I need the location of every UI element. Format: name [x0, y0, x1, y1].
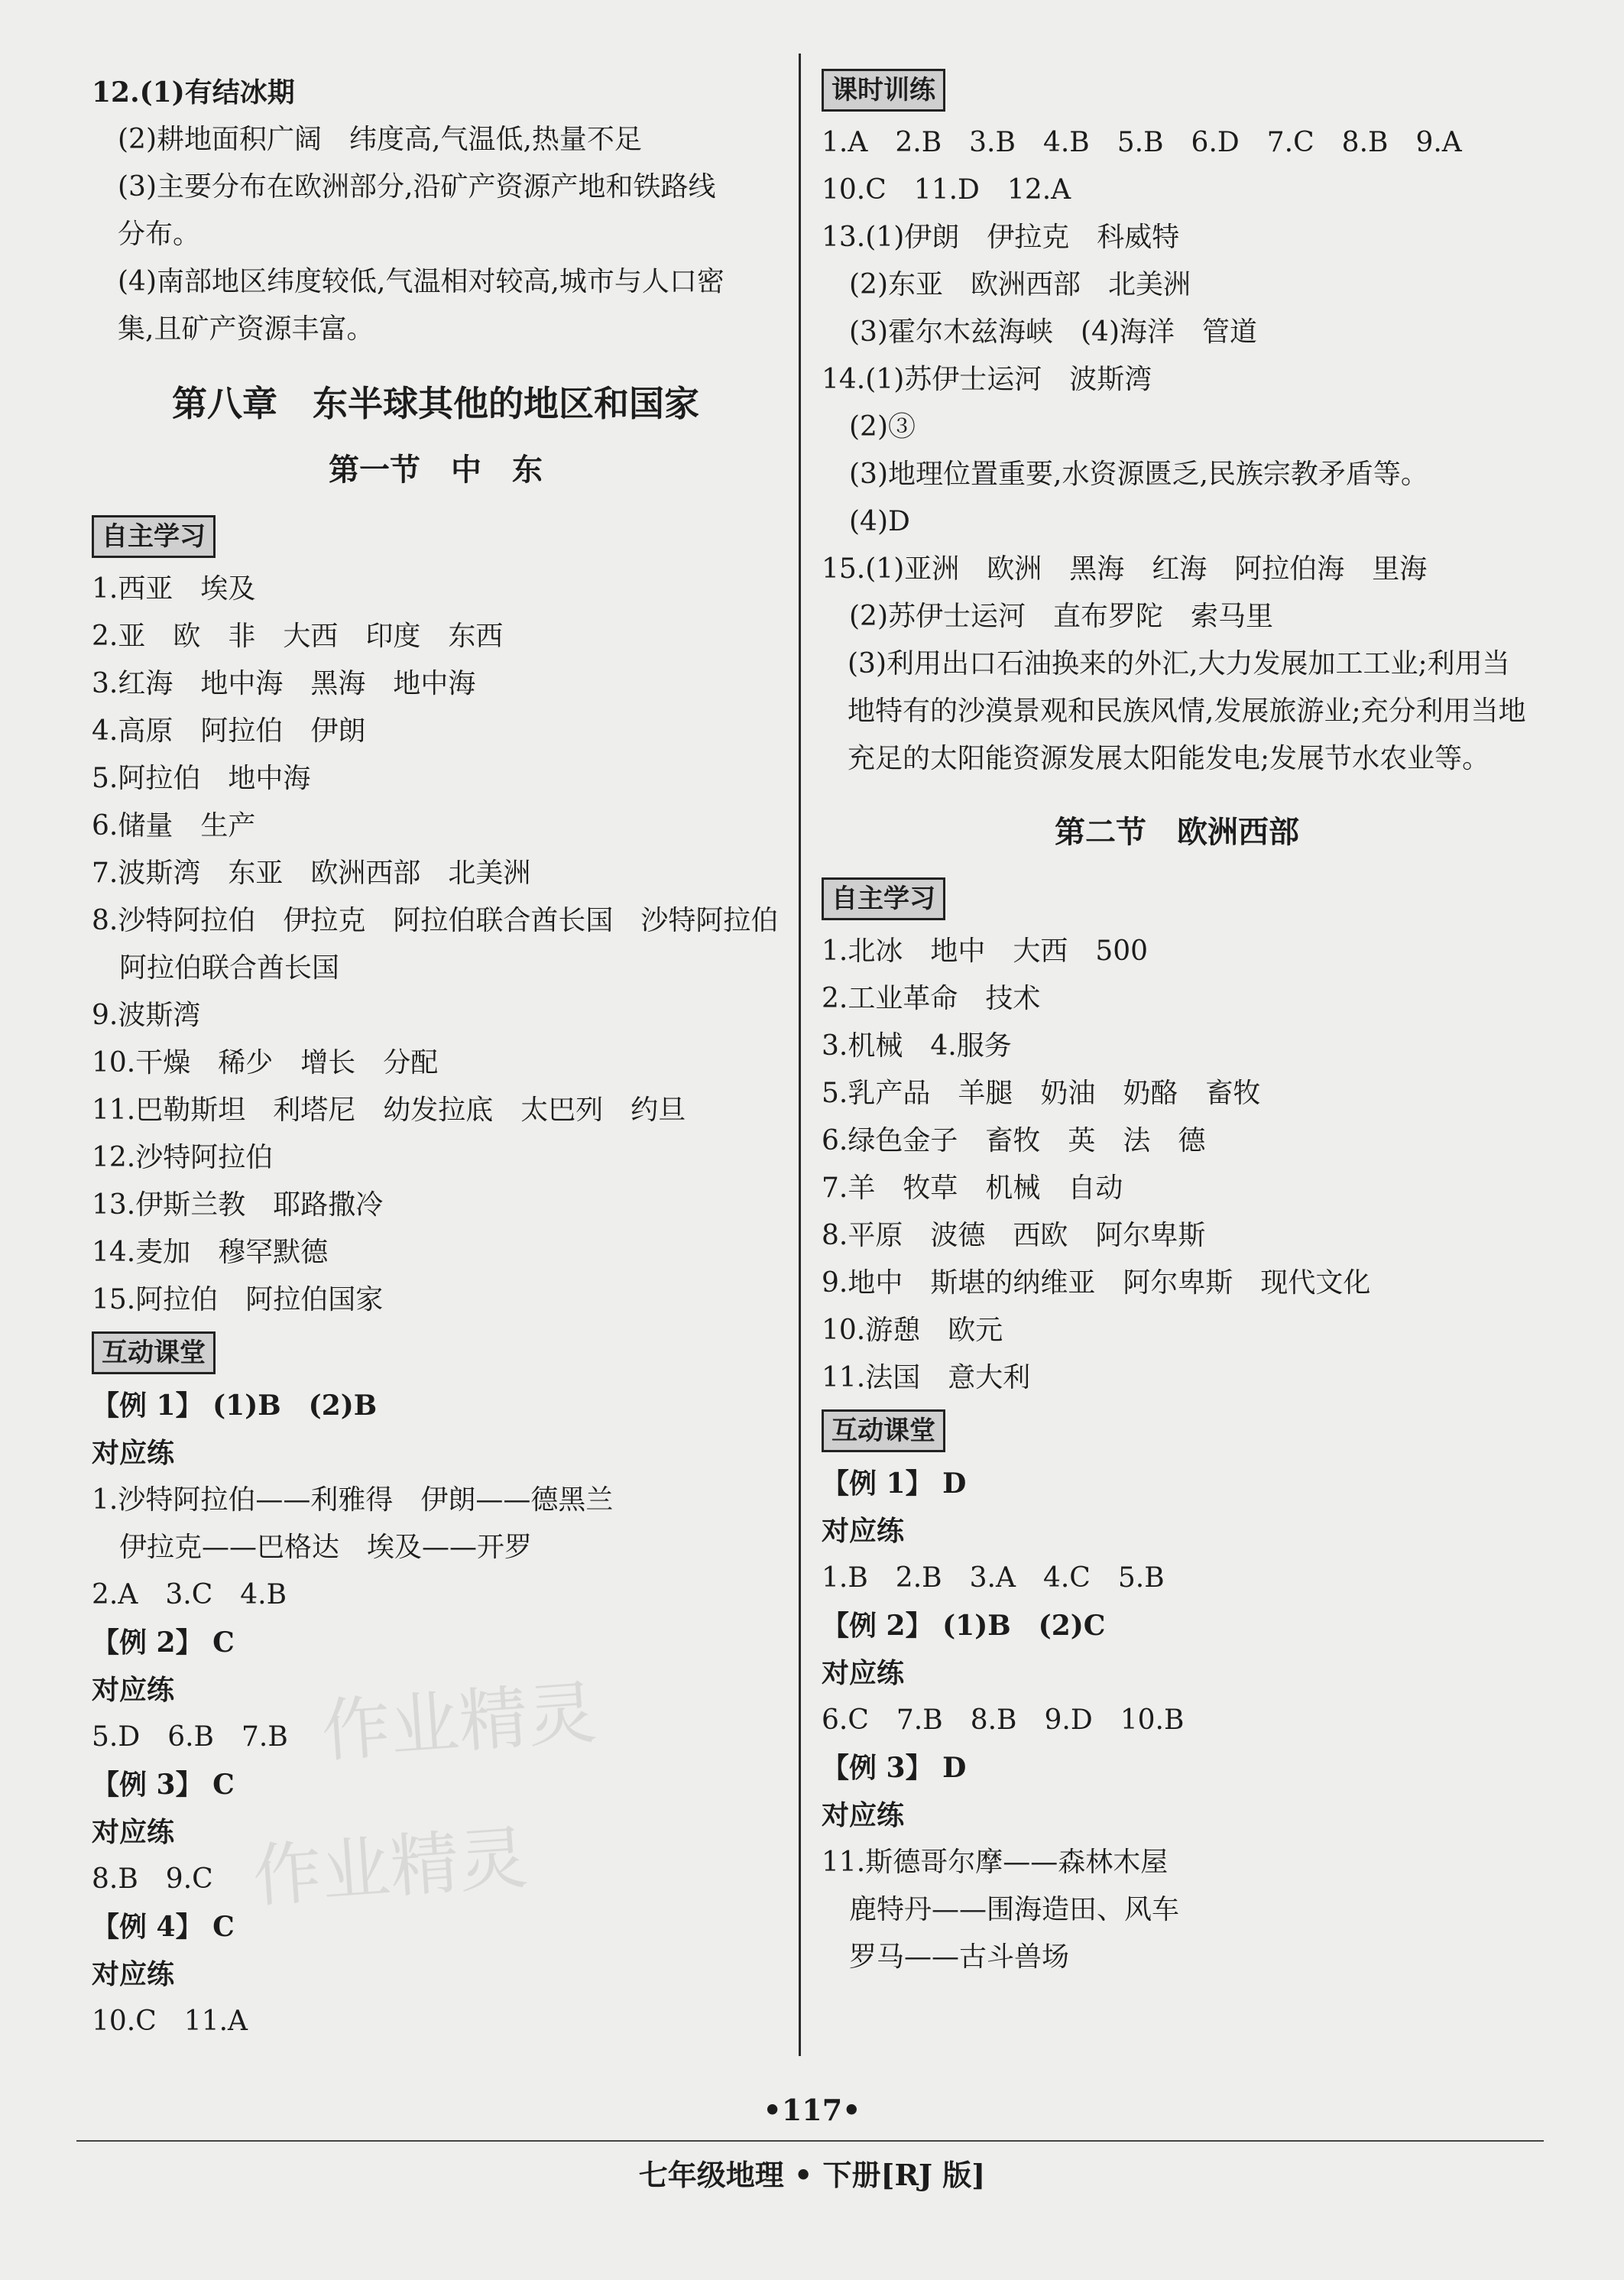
list-item: 15.阿拉伯 阿拉伯国家 [92, 1284, 384, 1315]
q15-part3-text: (3)利用出口石油换来的外汇,大力发展加工工业;利用当地特有的沙漠景观和民族风情,发展旅游业;充分利用当地充足的太阳能资源发展太阳能发电;发展节水农业等。 [848, 648, 1526, 774]
lesson-training-tag: 课时训练 [822, 69, 945, 112]
list-item: 对应练 [822, 1657, 905, 1689]
list-item: 对应练 [92, 1437, 175, 1469]
page-number: •117• [763, 2093, 861, 2127]
list-item: 12.沙特阿拉伯 [92, 1142, 274, 1173]
list-item: 13.(1)伊朗 伊拉克 科威特 [822, 222, 1180, 253]
list-item: 对应练 [822, 1799, 905, 1831]
list-item: 【例 1】 (1)B (2)B [92, 1390, 378, 1422]
list-item: 3.红海 地中海 黑海 地中海 [92, 668, 476, 699]
list-item: 10.干燥 稀少 增长 分配 [92, 1047, 439, 1078]
section-1-title: 第一节 中 东 [329, 452, 543, 488]
right-column [822, 69, 1532, 1981]
list-item: 7.羊 牧草 机械 自动 [822, 1172, 1123, 1204]
list-item: (2)苏伊士运河 直布罗陀 索马里 [822, 601, 1273, 632]
q12-line-1: 12.(1)有结冰期 [92, 76, 295, 109]
list-item: 鹿特丹——围海造田、风车 [822, 1894, 1180, 1925]
column-divider [799, 54, 801, 2056]
list-item: 伊拉克——巴格达 埃及——开罗 [92, 1532, 533, 1563]
list-item: 1.西亚 埃及 [92, 573, 256, 605]
interactive-class-tag: 互动课堂 [92, 1331, 216, 1374]
list-item: (2)③ [822, 411, 916, 443]
list-item: 9.地中 斯堪的纳维亚 阿尔卑斯 现代文化 [822, 1267, 1371, 1299]
list-item: 【例 3】 C [92, 1769, 235, 1801]
list-item: 10.C 11.D 12.A [822, 174, 1071, 206]
section-2-title: 第二节 欧洲西部 [1055, 814, 1299, 850]
footer-rule [76, 2140, 1544, 2142]
list-item: 9.波斯湾 [92, 1000, 201, 1031]
list-item: (3)霍尔木兹海峡 (4)海洋 管道 [822, 316, 1257, 348]
list-item: 【例 1】 D [822, 1468, 967, 1500]
list-item: 5.D 6.B 7.B [92, 1721, 288, 1753]
list-item: 15.(1)亚洲 欧洲 黑海 红海 阿拉伯海 里海 [822, 553, 1428, 585]
list-item: 对应练 [92, 1674, 175, 1706]
list-item: 10.C 11.A [92, 2006, 248, 2037]
list-item: 对应练 [92, 1816, 175, 1848]
list-item: 14.(1)苏伊士运河 波斯湾 [822, 364, 1152, 395]
list-item: 【例 3】 D [822, 1752, 967, 1784]
list-item: 11.法国 意大利 [822, 1362, 1031, 1393]
list-item: 11.斯德哥尔摩——森林木屋 [822, 1847, 1169, 1878]
list-item: 罗马——古斗兽场 [822, 1941, 1070, 1973]
list-item: 13.伊斯兰教 耶路撒冷 [92, 1189, 384, 1221]
list-item: 阿拉伯联合酋长国 [92, 952, 340, 984]
list-item: 1.北冰 地中 大西 500 [822, 936, 1149, 967]
list-item: 6.储量 生产 [92, 810, 256, 842]
book-title: 七年级地理 • 下册[RJ 版] [638, 2158, 986, 2192]
chapter-title: 第八章 东半球其他的地区和国家 [172, 383, 699, 424]
self-study-tag: 自主学习 [822, 877, 945, 920]
list-item: 2.A 3.C 4.B [92, 1579, 287, 1610]
list-item: 11.巴勒斯坦 利塔尼 幼发拉底 太巴列 约旦 [92, 1095, 686, 1126]
q12-line-2: (2)耕地面积广阔 纬度高,气温低,热量不足 [118, 124, 642, 155]
list-item: 2.工业革命 技术 [822, 983, 1041, 1014]
list-item: 14.麦加 穆罕默德 [92, 1237, 329, 1268]
list-item: 7.波斯湾 东亚 欧洲西部 北美洲 [92, 858, 531, 889]
watermark: 作业精灵 [319, 1672, 599, 1772]
list-item: 8.沙特阿拉伯 伊拉克 阿拉伯联合酋长国 沙特阿拉伯 [92, 905, 779, 936]
list-item: 【例 2】 (1)B (2)C [822, 1610, 1106, 1642]
list-item: 1.沙特阿拉伯——利雅得 伊朗——德黑兰 [92, 1484, 614, 1516]
watermark: 作业精灵 [250, 1818, 530, 1918]
list-item: 8.平原 波德 西欧 阿尔卑斯 [822, 1220, 1206, 1251]
list-item: 对应练 [92, 1958, 175, 1990]
training-list [822, 119, 1532, 783]
interactive-class-tag: 互动课堂 [822, 1409, 945, 1452]
list-item: 6.C 7.B 8.B 9.D 10.B [822, 1704, 1185, 1736]
list-item: 5.阿拉伯 地中海 [92, 763, 311, 794]
q12-line-6: 集,且矿产资源丰富。 [118, 313, 374, 345]
list-item: 2.亚 欧 非 大西 印度 东西 [92, 621, 504, 652]
list-item: 3.机械 4.服务 [822, 1030, 1012, 1062]
list-item: 8.B 9.C [92, 1863, 213, 1895]
list-item: (3)地理位置重要,水资源匮乏,民族宗教矛盾等。 [822, 459, 1428, 490]
interactive-list [822, 1460, 1532, 1981]
q12-line-3: (3)主要分布在欧洲部分,沿矿产资源产地和铁路线 [118, 171, 716, 203]
list-item: 4.高原 阿拉伯 伊朗 [92, 715, 366, 747]
q12-line-4: 分布。 [118, 219, 201, 250]
list-item: 【例 4】 C [92, 1911, 235, 1943]
list-item: 1.A 2.B 3.B 4.B 5.B 6.D 7.C 8.B 9.A [822, 127, 1462, 158]
list-item: (2)东亚 欧洲西部 北美洲 [822, 269, 1191, 300]
list-item: 10.游憩 欧元 [822, 1315, 1003, 1346]
list-item: 1.B 2.B 3.A 4.C 5.B [822, 1562, 1165, 1594]
list-item: 对应练 [822, 1515, 905, 1547]
list-item: 【例 2】 C [92, 1626, 235, 1659]
self-study-list [92, 566, 780, 1324]
list-item: (4)D [822, 506, 910, 537]
list-item: 6.绿色金子 畜牧 英 法 德 [822, 1125, 1206, 1156]
self-study-list [822, 928, 1532, 1402]
self-study-tag: 自主学习 [92, 515, 216, 558]
list-item: 5.乳产品 羊腿 奶油 奶酪 畜牧 [822, 1078, 1261, 1109]
q12-line-5: (4)南部地区纬度较低,气温相对较高,城市与人口密 [118, 266, 724, 297]
